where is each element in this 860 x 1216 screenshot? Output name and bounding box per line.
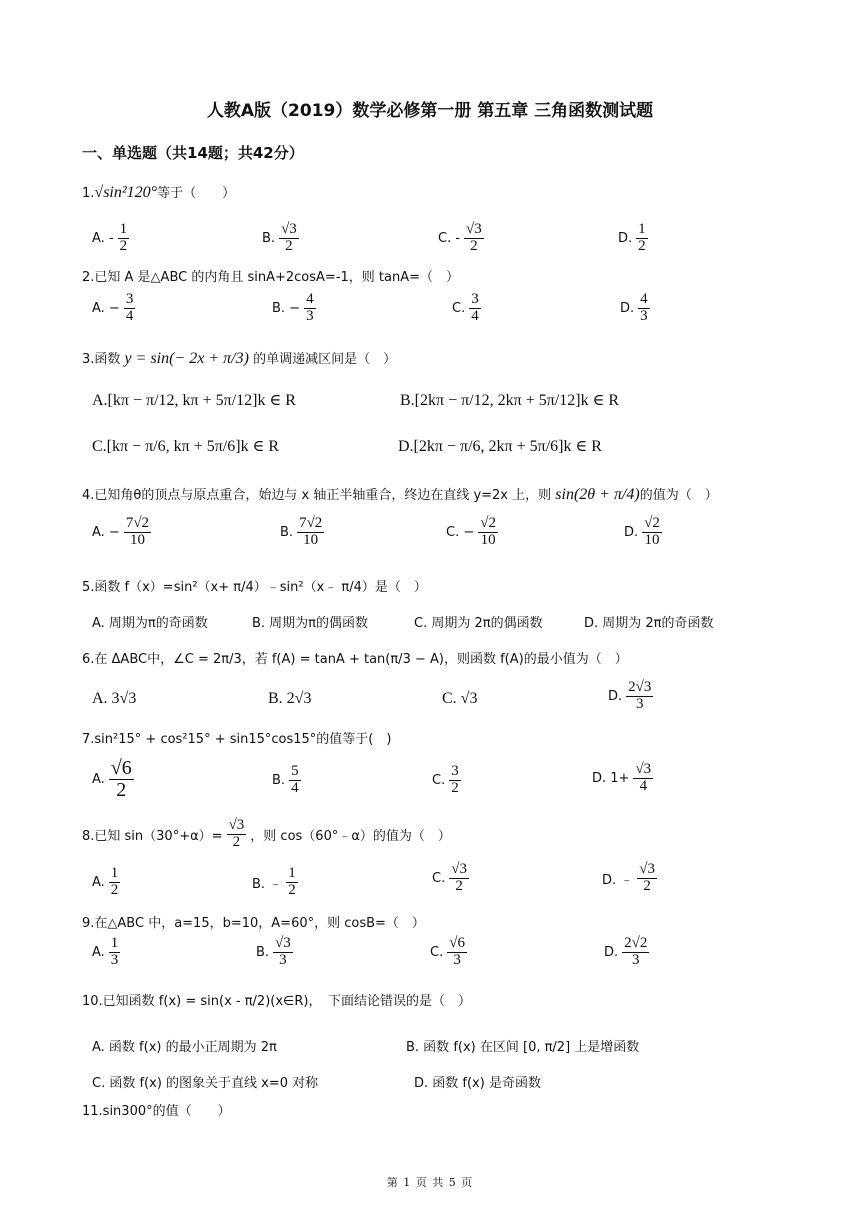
q2-option-c[interactable]	[452, 292, 483, 325]
q5-option-a[interactable]: A. 周期为π的奇函数	[92, 616, 208, 631]
denominator: 3	[279, 951, 287, 968]
q10-option-b[interactable]: B. 函数 f(x) 在区间 [0, π/2] 上是增函数	[406, 1040, 640, 1055]
question-6: 6.在 ΔABC中，∠C = 2π/3，若 f(A) = tanA + tan(π/3 − A)，则函数 f(A)的最小值为（ ）	[82, 652, 628, 667]
numerator: 1	[288, 865, 296, 881]
q4-tail: 的值为（ ）	[639, 488, 718, 503]
fraction	[447, 936, 467, 969]
fraction	[273, 936, 293, 969]
q9-option-c[interactable]	[430, 936, 469, 969]
option-label: A. -	[92, 230, 114, 246]
numerator: 3	[125, 291, 134, 307]
option-label: D.	[620, 300, 635, 316]
option-label: B.	[262, 230, 276, 246]
option-label: D.	[624, 524, 639, 540]
q7-option-a[interactable]	[92, 758, 136, 801]
denominator: 2	[288, 881, 296, 898]
numerator: √2	[480, 515, 496, 531]
numerator: √2	[644, 515, 660, 531]
q4-option-d[interactable]	[624, 516, 664, 549]
q9-option-d[interactable]	[604, 936, 651, 969]
numerator: 2√2	[624, 935, 648, 951]
q10-option-c[interactable]: C. 函数 f(x) 的图象关于直线 x=0 对称	[92, 1076, 319, 1091]
option-label: A.	[92, 772, 105, 787]
numerator: √6	[449, 935, 465, 951]
fraction	[636, 222, 648, 255]
section-heading: 一、单选题（共14题；共42分）	[82, 144, 304, 162]
q6-option-c[interactable]: C. √3	[442, 690, 478, 707]
fraction	[109, 758, 134, 801]
option-label: C. −	[446, 524, 475, 540]
fraction	[304, 292, 316, 325]
q8-option-b[interactable]	[252, 866, 300, 899]
fraction	[124, 292, 136, 325]
fraction	[289, 764, 301, 797]
numerator: 3	[471, 291, 479, 307]
fraction	[637, 862, 657, 895]
denominator: 4	[125, 307, 134, 324]
fraction	[109, 936, 121, 969]
denominator: 10	[303, 531, 319, 548]
q8-option-d[interactable]	[602, 862, 659, 895]
denominator: 3	[636, 695, 644, 712]
q7-option-b[interactable]	[272, 764, 303, 797]
fraction	[449, 862, 469, 895]
denominator: 2	[638, 237, 646, 254]
option-label: D.	[608, 688, 623, 704]
q5-option-b[interactable]: B. 周期为π的偶函数	[252, 616, 369, 631]
option-label: C.	[432, 870, 446, 886]
denominator: 2	[643, 877, 651, 894]
denominator: 10	[480, 531, 496, 548]
fraction	[227, 818, 247, 851]
q4-option-a[interactable]	[92, 516, 153, 549]
q3-stem: 3.函数	[82, 352, 121, 367]
question-2: 2.已知 A 是△ABC 的内角且 sinA+2cosA=-1，则 tanA=（ ）	[82, 270, 460, 285]
numerator: 1	[638, 221, 646, 237]
option-label: D.	[604, 944, 619, 960]
q1-tail: 等于（ ）	[157, 186, 236, 201]
question-3	[82, 348, 396, 368]
denominator: 10	[644, 531, 660, 548]
denominator: 4	[639, 777, 648, 794]
q7-option-c[interactable]	[432, 764, 463, 797]
option-label: C.	[430, 944, 444, 960]
denominator: 10	[129, 531, 145, 548]
q1-option-d[interactable]	[618, 222, 650, 255]
q2-option-d[interactable]	[620, 292, 652, 325]
denominator: 4	[471, 307, 479, 324]
fraction	[478, 516, 498, 549]
denominator: 3	[453, 951, 461, 968]
option-label: A. −	[92, 524, 120, 540]
denominator: 2	[119, 237, 128, 254]
q3-option-a[interactable]: A.[kπ − π/12, kπ + 5π/12]k ∈ R	[92, 392, 296, 409]
denominator: 2	[451, 779, 459, 796]
fraction	[449, 764, 461, 797]
q8-tail: ，则 cos（60°﹣α）的值为（ ）	[250, 828, 451, 844]
question-1	[82, 182, 235, 202]
q4-option-b[interactable]	[280, 516, 326, 549]
q8-option-a[interactable]	[92, 866, 122, 899]
denominator: 2	[232, 833, 241, 850]
q5-option-c[interactable]: C. 周期为 2π的偶函数	[414, 616, 543, 631]
q1-option-a[interactable]	[92, 222, 131, 255]
q10-option-a[interactable]: A. 函数 f(x) 的最小正周期为 2π	[92, 1040, 277, 1055]
question-5: 5.函数 f（x）=sin²（x+ π/4）﹣sin²（x﹣ π/4）是（ ）	[82, 580, 427, 595]
numerator: 7√2	[125, 515, 150, 531]
fraction	[633, 762, 653, 795]
option-label: C. -	[438, 230, 461, 246]
option-label: D. ﹣	[602, 872, 634, 888]
q6-option-a[interactable]: A. 3√3	[92, 690, 137, 707]
option-label: A.	[92, 874, 105, 890]
q5-option-d[interactable]: D. 周期为 2π的奇函数	[584, 616, 714, 631]
q2-option-a[interactable]	[92, 292, 137, 325]
numerator: 1	[110, 935, 119, 951]
numerator: 4	[640, 291, 648, 307]
fraction	[109, 866, 121, 899]
numerator: √3	[281, 221, 297, 237]
fraction	[286, 866, 298, 899]
denominator: 3	[632, 951, 640, 968]
option-label: A.	[92, 944, 105, 960]
q8-option-c[interactable]	[432, 862, 471, 895]
q4-text: 4.已知角θ的顶点与原点重合，始边与 x 轴正半轴重合，终边在直线 y=2x 上，则	[82, 488, 552, 503]
numerator: √6	[110, 757, 132, 779]
option-label: B. ﹣	[252, 876, 283, 892]
option-label: D.	[618, 230, 633, 246]
q1-expression: √sin²120°	[94, 184, 158, 201]
question-9: 9.在△ABC 中，a=15，b=10，A=60°，则 cosB=（ ）	[82, 916, 425, 931]
numerator: √3	[275, 935, 291, 951]
numerator: 3	[451, 763, 459, 779]
option-label: A. −	[92, 300, 120, 316]
fraction	[469, 292, 481, 325]
q8-stem: 8.已知 sin（30°+α）=	[82, 828, 223, 844]
denominator: 3	[306, 307, 314, 324]
question-7: 7.sin²15° + cos²15° + sin15°cos15°的值等于( )	[82, 732, 392, 747]
page-title: 人教A版（2019）数学必修第一册 第五章 三角函数测试题	[206, 101, 654, 121]
denominator: 2	[110, 881, 119, 898]
fraction	[626, 680, 653, 713]
q3-tail: 的单调递减区间是（ ）	[253, 352, 397, 367]
option-label: C.	[432, 772, 446, 788]
q3-option-c[interactable]: C.[kπ − π/6, kπ + 5π/6]k ∈ R	[92, 438, 280, 455]
denominator: 2	[470, 237, 478, 254]
q4-option-c[interactable]	[446, 516, 500, 549]
numerator: 5	[291, 763, 299, 779]
numerator: √3	[635, 761, 652, 777]
option-label: B.	[272, 772, 286, 788]
option-label: B.	[256, 944, 270, 960]
denominator: 3	[640, 307, 648, 324]
q9-option-b[interactable]	[256, 936, 295, 969]
page-footer: 第 1 页 共 5 页	[386, 1176, 474, 1189]
option-label: C.	[452, 300, 466, 316]
q6-option-d[interactable]	[608, 680, 655, 713]
q1-option-c[interactable]	[438, 222, 486, 255]
numerator: 1	[110, 865, 119, 881]
q9-option-a[interactable]	[92, 936, 122, 969]
numerator: 2√3	[628, 679, 652, 695]
q4-expression: sin(2θ + π/4)	[555, 486, 640, 503]
denominator: 3	[110, 951, 119, 968]
numerator: 1	[119, 221, 128, 237]
q7-option-d[interactable]	[592, 762, 655, 795]
q6-option-b[interactable]: B. 2√3	[268, 690, 312, 707]
numerator: √3	[639, 861, 656, 877]
denominator: 2	[285, 237, 293, 254]
fraction	[118, 222, 130, 255]
fraction	[124, 516, 151, 549]
fraction	[622, 936, 649, 969]
q2-option-b[interactable]	[272, 292, 318, 325]
option-label: B.	[280, 524, 294, 540]
question-10: 10.已知函数 f(x) = sin(x - π/2)(x∈R)， 下面结论错误的是（ ）	[82, 994, 471, 1009]
denominator: 4	[291, 779, 299, 796]
numerator: √3	[451, 861, 467, 877]
fraction	[464, 222, 484, 255]
fraction	[638, 292, 650, 325]
numerator: √3	[466, 221, 482, 237]
question-8	[82, 818, 451, 851]
q3-option-d[interactable]: D.[2kπ − π/6, 2kπ + 5π/6]k ∈ R	[398, 438, 602, 455]
numerator: 4	[306, 291, 314, 307]
denominator: 2	[116, 779, 127, 801]
option-label: D. 1+	[592, 770, 630, 786]
q1-number: 1.	[82, 186, 95, 201]
q3-option-b[interactable]: B.[2kπ − π/12, 2kπ + 5π/12]k ∈ R	[400, 392, 620, 409]
question-11: 11.sin300°的值（ ）	[82, 1104, 231, 1119]
q10-option-d[interactable]: D. 函数 f(x) 是奇函数	[414, 1076, 541, 1091]
question-4	[82, 484, 718, 504]
numerator: 7√2	[299, 515, 323, 531]
fraction	[297, 516, 324, 549]
q1-option-b[interactable]	[262, 222, 301, 255]
q3-expression: y = sin(− 2x + π/3)	[124, 350, 249, 367]
numerator: √3	[228, 817, 245, 833]
option-label: B. −	[272, 300, 301, 316]
fraction	[642, 516, 662, 549]
fraction	[279, 222, 299, 255]
denominator: 2	[455, 877, 463, 894]
